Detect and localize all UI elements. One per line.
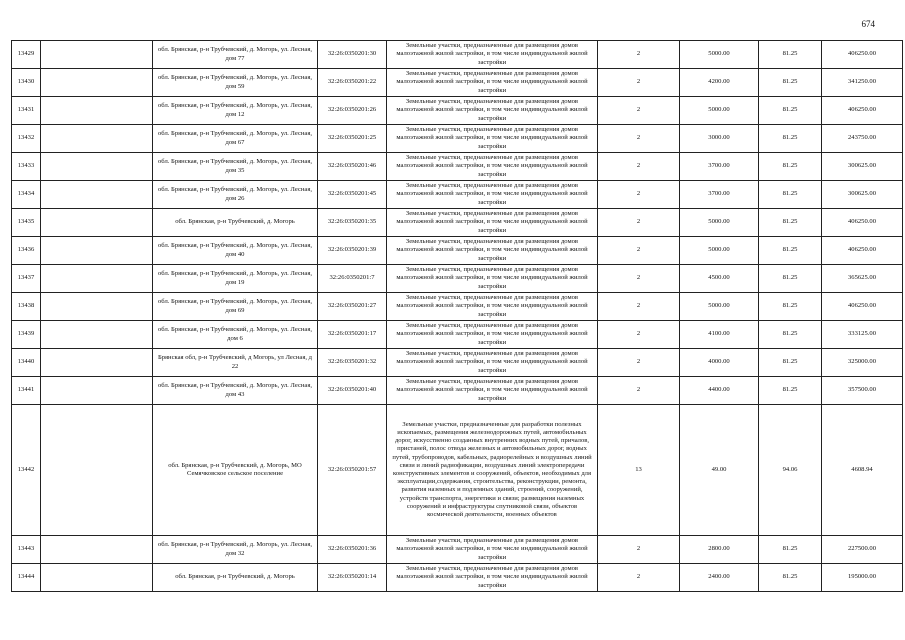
specific-value-cell: 81.25 <box>759 237 822 265</box>
spacer-cell <box>41 209 153 237</box>
address-cell: обл. Брянская, р-н Трубчевский, д. Могорь, ул. Лесная, дом 26 <box>153 181 318 209</box>
cadastral-value-cell: 406250.00 <box>822 41 903 69</box>
address-cell: обл. Брянская, р-н Трубчевский, д. Могорь, ул. Лесная, дом 59 <box>153 69 318 97</box>
permitted-use-cell: Земельные участки, предназначенные для размещения домов малоэтажной жилой застройки, в том числе индивидуальной жилой застройки <box>387 153 598 181</box>
row-number-cell: 13433 <box>12 153 41 181</box>
page-number: 674 <box>861 19 875 29</box>
address-cell: обл. Брянская, р-н Трубчевский, д. Могорь <box>153 209 318 237</box>
cadastral-value-cell: 227500.00 <box>822 536 903 564</box>
permitted-use-cell: Земельные участки, предназначенные для размещения домов малоэтажной жилой застройки, в том числе индивидуальной жилой застройки <box>387 377 598 405</box>
address-cell: обл. Брянская, р-н Трубчевский, д. Могорь, ул. Лесная, дом 35 <box>153 153 318 181</box>
address-cell: обл. Брянская, р-н Трубчевский, д. Могорь, ул. Лесная, дом 19 <box>153 265 318 293</box>
table-row <box>12 536 903 564</box>
cadastral-number-cell: 32:26:0350201:30 <box>318 41 387 69</box>
cadastral-value-cell: 325000.00 <box>822 349 903 377</box>
address-cell: обл. Брянская, р-н Трубчевский, д. Могорь, ул. Лесная, дом 40 <box>153 237 318 265</box>
cadastral-number-cell: 32:26:0350201:17 <box>318 321 387 349</box>
cadastral-number-cell: 32:26:0350201:35 <box>318 209 387 237</box>
specific-value-cell: 81.25 <box>759 209 822 237</box>
cadastral-value-cell: 195000.00 <box>822 564 903 592</box>
row-number-cell: 13437 <box>12 265 41 293</box>
category-code-cell: 2 <box>598 536 680 564</box>
table-row <box>12 181 903 209</box>
category-code-cell: 2 <box>598 321 680 349</box>
cadastral-value-cell: 300625.00 <box>822 153 903 181</box>
area-cell: 3700.00 <box>680 181 759 209</box>
table-row <box>12 564 903 592</box>
category-code-cell: 2 <box>598 293 680 321</box>
specific-value-cell: 94.06 <box>759 405 822 536</box>
address-cell: Брянская обл, р-н Трубчевский, д Могорь, ул Лесная, д 22 <box>153 349 318 377</box>
address-cell: обл. Брянская, р-н Трубчевский, д. Могорь, ул. Лесная, дом 32 <box>153 536 318 564</box>
specific-value-cell: 81.25 <box>759 125 822 153</box>
permitted-use-cell: Земельные участки, предназначенные для разработки полезных ископаемых, размещения железнодорожных путей, автомобильных дорог, искусственно созданных внутренних водных путей, причалов, пристаней, полос отвода железных и автомобильных дорог, водных путей, трубопроводов, кабельных, радиорелейных и воздушных линий связи и линий радиофикации, воздушных линий электропередачи конструктивных элементов и сооружений, объектов, необходимых для эксплуатации,содержания, строительства, реконструкции, ремонта, развития наземных и подземных зданий, строений, сооружений, устройств транспорта, энергетики и связи; размещения наземных сооружений и инфраструктуры спутниковой связи, объектов космической деятельности, военных объектов <box>387 405 598 536</box>
permitted-use-cell: Земельные участки, предназначенные для размещения домов малоэтажной жилой застройки, в том числе индивидуальной жилой застройки <box>387 564 598 592</box>
area-cell: 4400.00 <box>680 377 759 405</box>
row-number-cell: 13430 <box>12 69 41 97</box>
spacer-cell <box>41 536 153 564</box>
table-row <box>12 321 903 349</box>
cadastral-value-cell: 365625.00 <box>822 265 903 293</box>
cadastral-number-cell: 32:26:0350201:46 <box>318 153 387 181</box>
category-code-cell: 2 <box>598 181 680 209</box>
row-number-cell: 13442 <box>12 405 41 536</box>
table-row <box>12 377 903 405</box>
specific-value-cell: 81.25 <box>759 97 822 125</box>
category-code-cell: 2 <box>598 209 680 237</box>
cadastral-value-cell: 300625.00 <box>822 181 903 209</box>
permitted-use-cell: Земельные участки, предназначенные для размещения домов малоэтажной жилой застройки, в том числе индивидуальной жилой застройки <box>387 321 598 349</box>
cadastral-value-cell: 4608.94 <box>822 405 903 536</box>
spacer-cell <box>41 41 153 69</box>
spacer-cell <box>41 265 153 293</box>
row-number-cell: 13444 <box>12 564 41 592</box>
area-cell: 2400.00 <box>680 564 759 592</box>
spacer-cell <box>41 321 153 349</box>
row-number-cell: 13438 <box>12 293 41 321</box>
table-row <box>12 349 903 377</box>
category-code-cell: 2 <box>598 564 680 592</box>
spacer-cell <box>41 564 153 592</box>
table-row <box>12 97 903 125</box>
address-cell: обл. Брянская, р-н Трубчевский, д. Могорь, ул. Лесная, дом 43 <box>153 377 318 405</box>
row-number-cell: 13435 <box>12 209 41 237</box>
specific-value-cell: 81.25 <box>759 153 822 181</box>
cadastral-number-cell: 32:26:0350201:36 <box>318 536 387 564</box>
cadastral-value-cell: 357500.00 <box>822 377 903 405</box>
cadastral-value-cell: 406250.00 <box>822 293 903 321</box>
address-cell: обл. Брянская, р-н Трубчевский, д. Могорь, МО Семячковское сельское поселение <box>153 405 318 536</box>
table-body <box>12 41 903 592</box>
table-row <box>12 69 903 97</box>
row-number-cell: 13439 <box>12 321 41 349</box>
category-code-cell: 2 <box>598 69 680 97</box>
table-row <box>12 125 903 153</box>
specific-value-cell: 81.25 <box>759 564 822 592</box>
cadastral-number-cell: 32:26:0350201:26 <box>318 97 387 125</box>
permitted-use-cell: Земельные участки, предназначенные для размещения домов малоэтажной жилой застройки, в том числе индивидуальной жилой застройки <box>387 536 598 564</box>
cadastral-value-cell: 406250.00 <box>822 237 903 265</box>
cadastral-value-cell: 341250.00 <box>822 69 903 97</box>
spacer-cell <box>41 377 153 405</box>
permitted-use-cell: Земельные участки, предназначенные для размещения домов малоэтажной жилой застройки, в том числе индивидуальной жилой застройки <box>387 349 598 377</box>
category-code-cell: 2 <box>598 377 680 405</box>
category-code-cell: 2 <box>598 125 680 153</box>
spacer-cell <box>41 349 153 377</box>
spacer-cell <box>41 125 153 153</box>
address-cell: обл. Брянская, р-н Трубчевский, д. Могорь, ул. Лесная, дом 12 <box>153 97 318 125</box>
row-number-cell: 13431 <box>12 97 41 125</box>
category-code-cell: 13 <box>598 405 680 536</box>
area-cell: 4200.00 <box>680 69 759 97</box>
row-number-cell: 13443 <box>12 536 41 564</box>
address-cell: обл. Брянская, р-н Трубчевский, д. Могорь, ул. Лесная, дом 77 <box>153 41 318 69</box>
cadastral-number-cell: 32:26:0350201:32 <box>318 349 387 377</box>
area-cell: 2800.00 <box>680 536 759 564</box>
area-cell: 4500.00 <box>680 265 759 293</box>
row-number-cell: 13434 <box>12 181 41 209</box>
spacer-cell <box>41 181 153 209</box>
permitted-use-cell: Земельные участки, предназначенные для размещения домов малоэтажной жилой застройки, в том числе индивидуальной жилой застройки <box>387 181 598 209</box>
specific-value-cell: 81.25 <box>759 69 822 97</box>
area-cell: 5000.00 <box>680 97 759 125</box>
cadastral-number-cell: 32:26:0350201:39 <box>318 237 387 265</box>
address-cell: обл. Брянская, р-н Трубчевский, д. Могорь, ул. Лесная, дом 67 <box>153 125 318 153</box>
specific-value-cell: 81.25 <box>759 536 822 564</box>
cadastral-value-cell: 406250.00 <box>822 209 903 237</box>
table-row <box>12 293 903 321</box>
row-number-cell: 13440 <box>12 349 41 377</box>
cadastral-number-cell: 32:26:0350201:14 <box>318 564 387 592</box>
table-row <box>12 405 903 536</box>
row-number-cell: 13429 <box>12 41 41 69</box>
category-code-cell: 2 <box>598 237 680 265</box>
row-number-cell: 13436 <box>12 237 41 265</box>
cadastral-number-cell: 32:26:0350201:27 <box>318 293 387 321</box>
permitted-use-cell: Земельные участки, предназначенные для размещения домов малоэтажной жилой застройки, в том числе индивидуальной жилой застройки <box>387 237 598 265</box>
area-cell: 5000.00 <box>680 41 759 69</box>
cadastral-value-cell: 243750.00 <box>822 125 903 153</box>
area-cell: 4100.00 <box>680 321 759 349</box>
row-number-cell: 13441 <box>12 377 41 405</box>
spacer-cell <box>41 97 153 125</box>
row-number-cell: 13432 <box>12 125 41 153</box>
category-code-cell: 2 <box>598 97 680 125</box>
address-cell: обл. Брянская, р-н Трубчевский, д. Могорь <box>153 564 318 592</box>
area-cell: 5000.00 <box>680 209 759 237</box>
area-cell: 3700.00 <box>680 153 759 181</box>
permitted-use-cell: Земельные участки, предназначенные для размещения домов малоэтажной жилой застройки, в том числе индивидуальной жилой застройки <box>387 41 598 69</box>
area-cell: 5000.00 <box>680 293 759 321</box>
spacer-cell <box>41 69 153 97</box>
cadastral-value-cell: 333125.00 <box>822 321 903 349</box>
address-cell: обл. Брянская, р-н Трубчевский, д. Могорь, ул. Лесная, дом 6 <box>153 321 318 349</box>
table-row <box>12 41 903 69</box>
spacer-cell <box>41 237 153 265</box>
area-cell: 3000.00 <box>680 125 759 153</box>
specific-value-cell: 81.25 <box>759 181 822 209</box>
specific-value-cell: 81.25 <box>759 321 822 349</box>
table-row <box>12 153 903 181</box>
cadastral-number-cell: 32:26:0350201:40 <box>318 377 387 405</box>
spacer-cell <box>41 293 153 321</box>
category-code-cell: 2 <box>598 349 680 377</box>
area-cell: 49.00 <box>680 405 759 536</box>
table-row <box>12 237 903 265</box>
permitted-use-cell: Земельные участки, предназначенные для размещения домов малоэтажной жилой застройки, в том числе индивидуальной жилой застройки <box>387 265 598 293</box>
specific-value-cell: 81.25 <box>759 349 822 377</box>
specific-value-cell: 81.25 <box>759 41 822 69</box>
spacer-cell <box>41 153 153 181</box>
specific-value-cell: 81.25 <box>759 293 822 321</box>
category-code-cell: 2 <box>598 153 680 181</box>
cadastral-value-cell: 406250.00 <box>822 97 903 125</box>
area-cell: 5000.00 <box>680 237 759 265</box>
cadastral-number-cell: 32:26:0350201:7 <box>318 265 387 293</box>
cadastral-number-cell: 32:26:0350201:22 <box>318 69 387 97</box>
permitted-use-cell: Земельные участки, предназначенные для размещения домов малоэтажной жилой застройки, в том числе индивидуальной жилой застройки <box>387 125 598 153</box>
specific-value-cell: 81.25 <box>759 265 822 293</box>
permitted-use-cell: Земельные участки, предназначенные для размещения домов малоэтажной жилой застройки, в том числе индивидуальной жилой застройки <box>387 69 598 97</box>
table-row <box>12 209 903 237</box>
permitted-use-cell: Земельные участки, предназначенные для размещения домов малоэтажной жилой застройки, в том числе индивидуальной жилой застройки <box>387 293 598 321</box>
category-code-cell: 2 <box>598 41 680 69</box>
permitted-use-cell: Земельные участки, предназначенные для размещения домов малоэтажной жилой застройки, в том числе индивидуальной жилой застройки <box>387 209 598 237</box>
area-cell: 4000.00 <box>680 349 759 377</box>
cadastral-number-cell: 32:26:0350201:25 <box>318 125 387 153</box>
cadastral-number-cell: 32:26:0350201:57 <box>318 405 387 536</box>
spacer-cell <box>41 405 153 536</box>
permitted-use-cell: Земельные участки, предназначенные для размещения домов малоэтажной жилой застройки, в том числе индивидуальной жилой застройки <box>387 97 598 125</box>
cadastral-number-cell: 32:26:0350201:45 <box>318 181 387 209</box>
table-row <box>12 265 903 293</box>
address-cell: обл. Брянская, р-н Трубчевский, д. Могорь, ул. Лесная, дом 69 <box>153 293 318 321</box>
cadastral-value-table <box>11 40 903 592</box>
category-code-cell: 2 <box>598 265 680 293</box>
specific-value-cell: 81.25 <box>759 377 822 405</box>
